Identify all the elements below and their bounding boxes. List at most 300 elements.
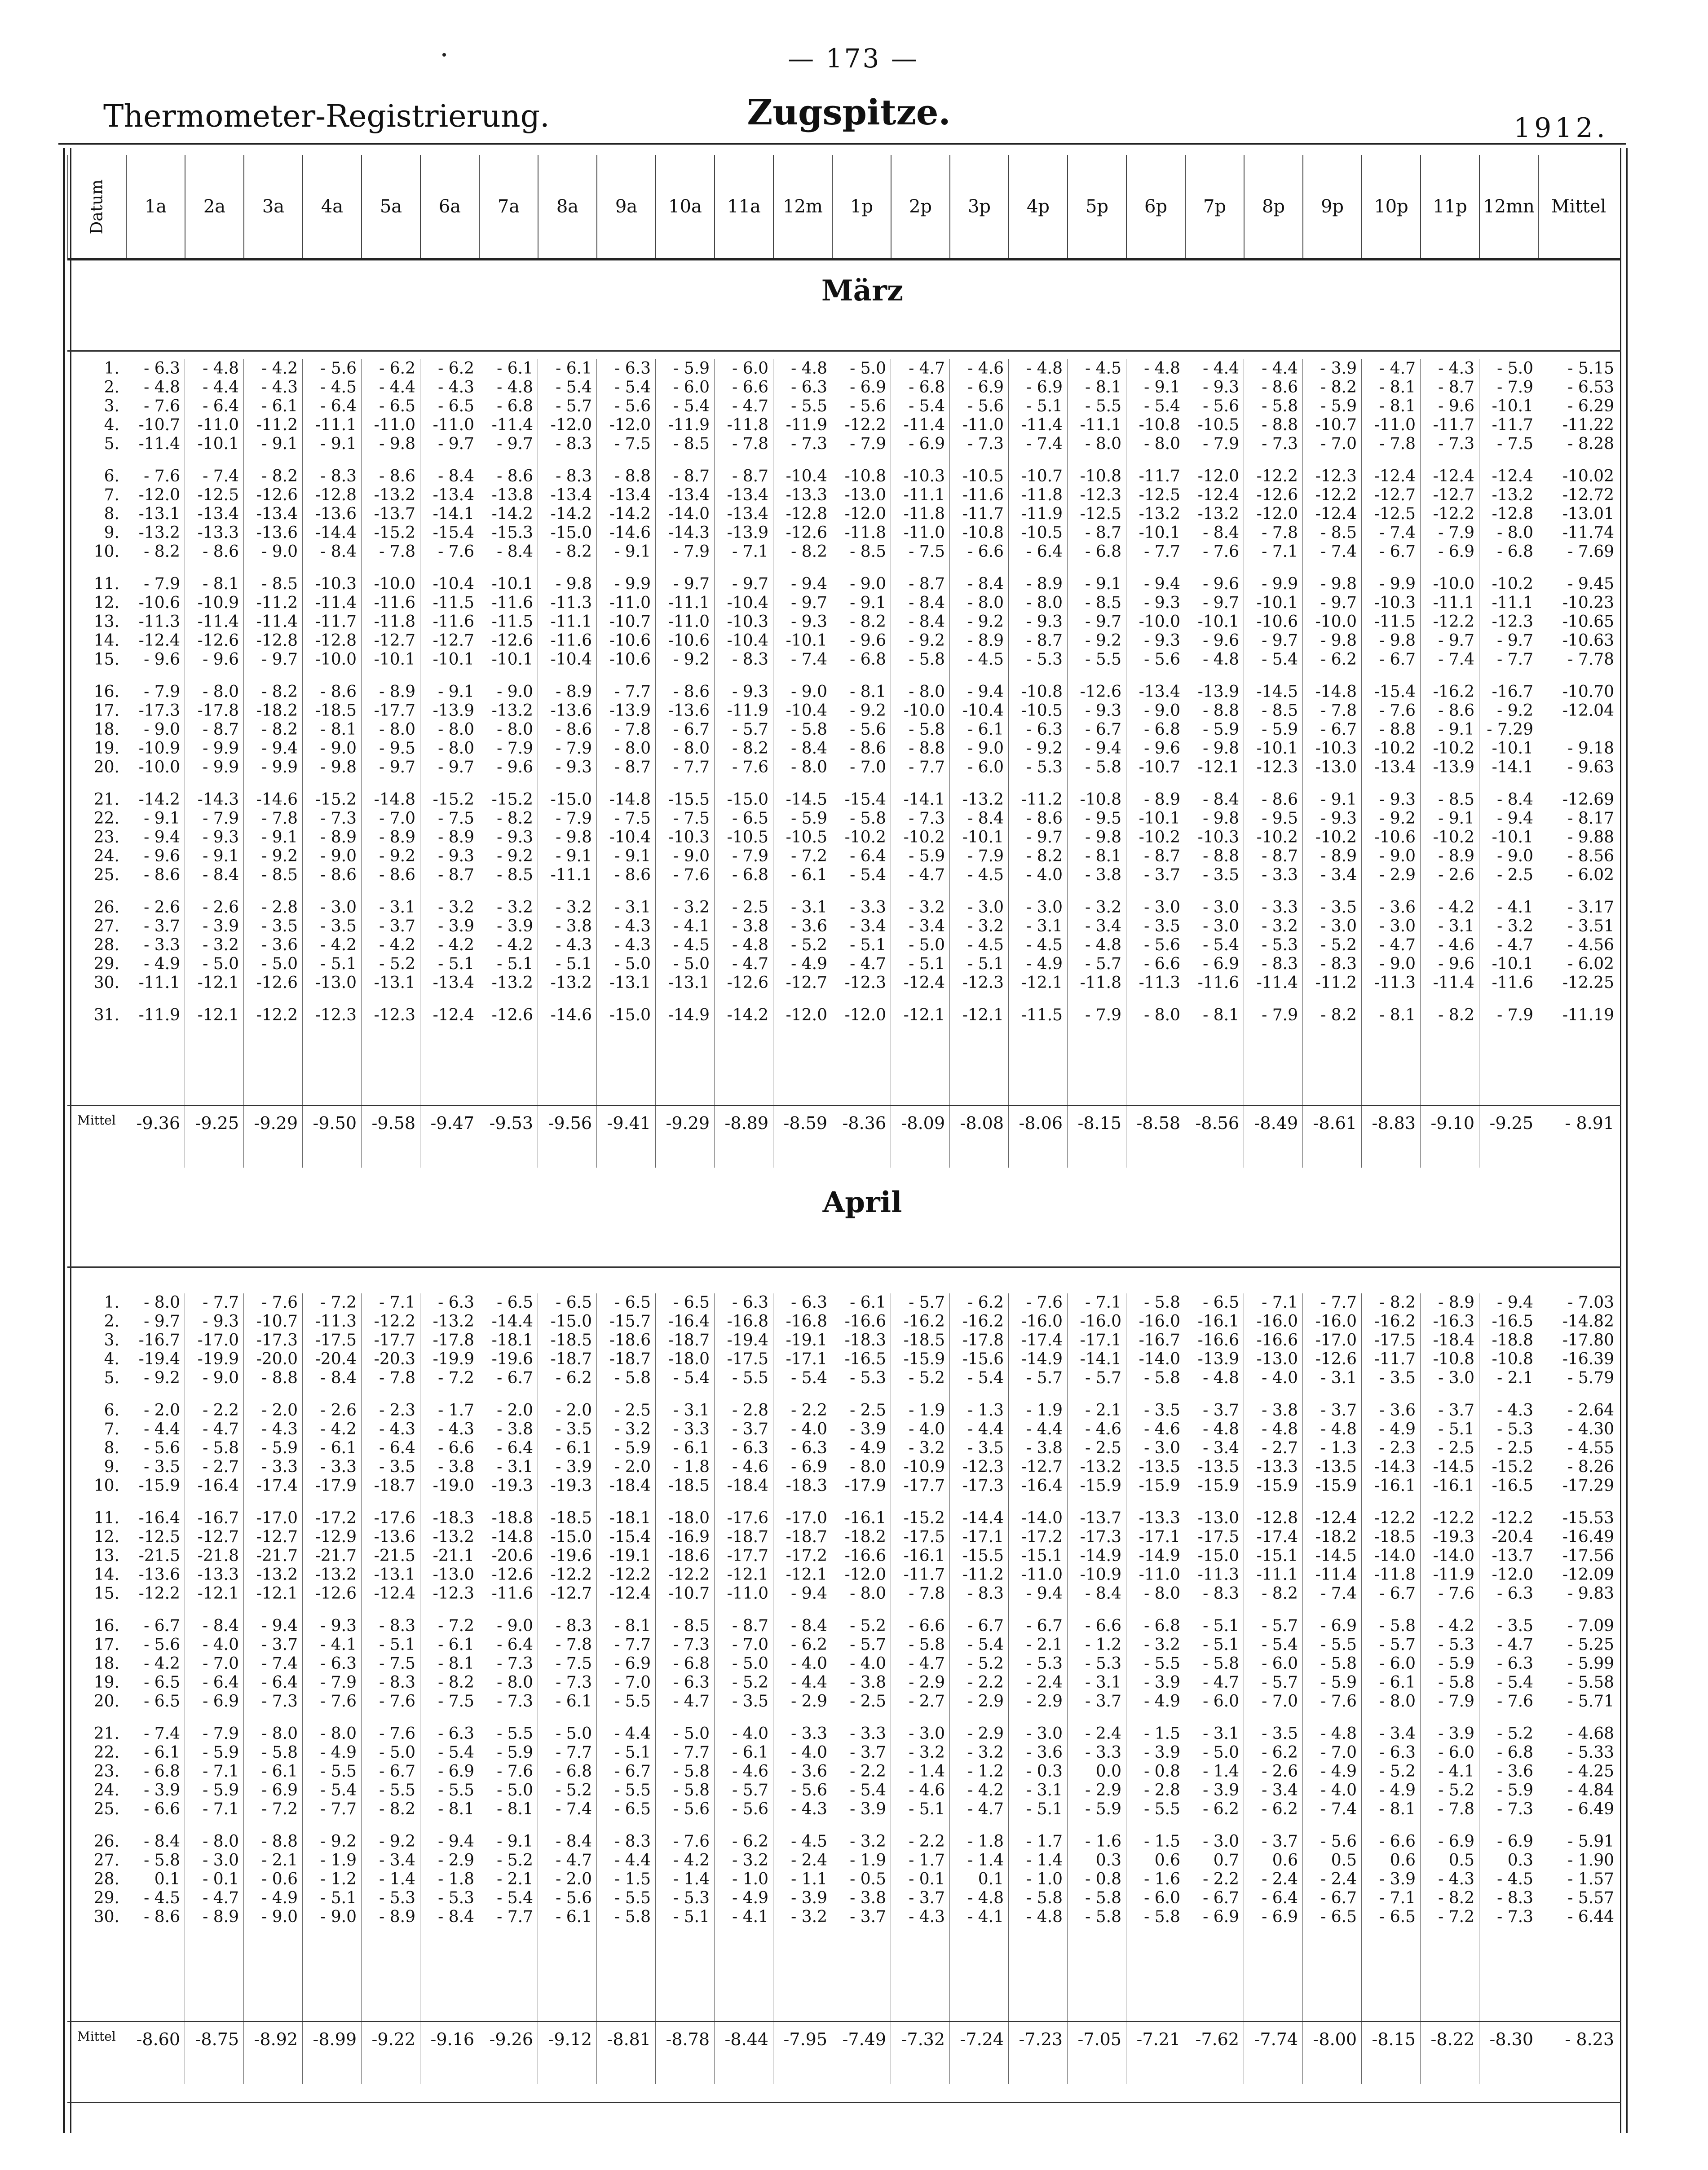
hour-value-cell: - 4.9: [1026, 955, 1063, 973]
hour-value-cell: - 2.2: [791, 1401, 827, 1420]
hour-value-cell: -17.9: [844, 1477, 886, 1495]
table-row: [67, 467, 1621, 486]
hour-value-cell: - 8.3: [320, 467, 357, 485]
hour-value-cell: - 8.0: [497, 1673, 533, 1692]
hour-value-cell: -14.2: [727, 1006, 768, 1024]
hour-value-cell: - 8.1: [1085, 378, 1121, 397]
hour-value-cell: - 4.0: [791, 1654, 827, 1673]
hour-value-cell: - 5.7: [909, 1293, 945, 1312]
date-cell: 15.: [93, 1584, 119, 1603]
hour-value-cell: - 9.3: [438, 847, 474, 865]
hourly-mean-cell: -8.06: [1019, 1113, 1063, 1133]
hour-value-cell: - 6.3: [791, 378, 827, 397]
hour-value-cell: - 4.3: [909, 1908, 945, 1926]
hour-value-cell: -15.9: [1139, 1477, 1180, 1495]
table-row: [67, 1725, 1621, 1743]
hour-value-cell: -12.8: [1492, 505, 1533, 523]
hour-value-cell: -12.1: [1197, 758, 1239, 776]
hour-value-cell: -15.4: [844, 790, 886, 809]
hour-value-cell: - 7.9: [203, 1725, 239, 1743]
hour-value-cell: - 6.7: [497, 1369, 533, 1387]
hour-value-cell: - 9.3: [203, 828, 239, 847]
hour-value-cell: -14.1: [903, 790, 945, 809]
hour-value-cell: - 6.7: [1203, 1889, 1239, 1907]
hour-value-cell: - 5.0: [673, 1725, 710, 1743]
hour-value-cell: - 6.2: [1203, 1800, 1239, 1818]
mean-row-label: Mittel: [77, 2029, 116, 2044]
hour-value-cell: -11.7: [962, 505, 1004, 523]
hour-value-cell: -13.1: [374, 1566, 415, 1584]
hour-value-cell: - 5.2: [1379, 1762, 1416, 1781]
hour-value-cell: - 7.9: [673, 542, 710, 561]
column-header-hour: 8a: [538, 155, 596, 258]
hour-value-cell: -11.8: [727, 416, 768, 434]
column-header-row: [67, 155, 1621, 258]
hour-value-cell: - 7.5: [614, 435, 651, 453]
hour-value-cell: - 4.2: [320, 1420, 357, 1438]
hour-value-cell: -13.3: [1139, 1509, 1180, 1527]
hour-value-cell: -17.7: [903, 1477, 945, 1495]
hour-value-cell: - 7.3: [1497, 1908, 1533, 1926]
hour-value-cell: -10.1: [491, 575, 533, 593]
hour-value-cell: - 6.0: [1203, 1692, 1239, 1711]
hour-value-cell: - 1.4: [673, 1870, 710, 1888]
hour-value-cell: -10.7: [138, 416, 180, 434]
hour-value-cell: - 4.6: [1144, 1420, 1180, 1438]
hour-value-cell: -10.1: [1492, 828, 1533, 847]
column-header-hour: 1p: [832, 155, 891, 258]
hour-value-cell: - 3.7: [144, 917, 180, 935]
hour-value-cell: - 9.1: [261, 828, 298, 847]
hour-value-cell: -16.4: [138, 1509, 180, 1527]
hour-value-cell: - 8.0: [909, 683, 945, 701]
hour-value-cell: - 5.8: [673, 1762, 710, 1781]
hourly-mean-cell: -7.62: [1195, 2029, 1239, 2049]
table-row: [67, 505, 1621, 524]
hour-value-cell: - 3.6: [1026, 1743, 1063, 1762]
hour-value-cell: - 2.0: [556, 1870, 592, 1888]
hour-value-cell: 0.5: [1331, 1851, 1357, 1870]
hour-value-cell: - 5.0: [497, 1781, 533, 1800]
hour-value-cell: -13.0: [844, 486, 886, 504]
hour-value-cell: - 8.3: [1497, 1889, 1533, 1907]
hour-value-cell: 0.6: [1272, 1851, 1298, 1870]
hour-value-cell: -10.4: [786, 467, 827, 485]
hour-value-cell: - 4.7: [732, 397, 768, 415]
hour-value-cell: -11.8: [844, 524, 886, 542]
hour-value-cell: -14.9: [1139, 1547, 1180, 1565]
hour-value-cell: - 6.8: [850, 650, 886, 669]
hour-value-cell: - 6.4: [850, 847, 886, 865]
hour-value-cell: - 6.3: [1379, 1743, 1416, 1762]
hourly-mean-cell: -8.92: [254, 2029, 298, 2049]
hour-value-cell: -10.7: [668, 1584, 710, 1603]
hourly-mean-cell: -8.49: [1254, 1113, 1298, 1133]
column-header-hour: 11a: [714, 155, 773, 258]
hour-value-cell: - 4.7: [850, 955, 886, 973]
hour-value-cell: -11.4: [1315, 1566, 1357, 1584]
hour-value-cell: - 8.2: [497, 809, 533, 828]
hour-value-cell: - 8.0: [1026, 594, 1063, 612]
hour-value-cell: -12.0: [786, 1006, 827, 1024]
date-cell: 18.: [93, 720, 119, 739]
hour-value-cell: - 4.0: [732, 1725, 768, 1743]
hour-value-cell: -17.5: [727, 1350, 768, 1368]
hour-value-cell: - 3.6: [791, 917, 827, 935]
hour-value-cell: -12.0: [844, 505, 886, 523]
table-row: [67, 701, 1621, 720]
table-row: [67, 1350, 1621, 1369]
hour-value-cell: - 6.5: [144, 1673, 180, 1692]
hour-value-cell: - 8.2: [556, 542, 592, 561]
hour-value-cell: - 5.9: [1085, 1800, 1121, 1818]
hour-value-cell: - 8.4: [1085, 1584, 1121, 1603]
hour-value-cell: - 6.9: [1026, 378, 1063, 397]
hour-value-cell: -19.3: [550, 1477, 592, 1495]
hour-value-cell: - 5.2: [732, 1673, 768, 1692]
hour-value-cell: - 4.2: [967, 1781, 1004, 1800]
hour-value-cell: -10.7: [1139, 758, 1180, 776]
hour-value-cell: - 8.0: [438, 739, 474, 758]
hour-value-cell: - 2.0: [556, 1401, 592, 1420]
hour-value-cell: - 5.6: [673, 1800, 710, 1818]
hour-value-cell: - 5.9: [673, 359, 710, 378]
hour-value-cell: -16.1: [903, 1547, 945, 1565]
hour-value-cell: -15.9: [138, 1477, 180, 1495]
hour-value-cell: - 6.4: [320, 397, 357, 415]
hour-value-cell: -11.0: [962, 416, 1004, 434]
hour-value-cell: -11.2: [256, 594, 298, 612]
hour-value-cell: -17.3: [138, 701, 180, 720]
hour-value-cell: - 5.7: [1262, 1673, 1298, 1692]
hour-value-cell: - 8.5: [673, 435, 710, 453]
date-cell: 24.: [93, 1781, 119, 1800]
hour-value-cell: 0.1: [154, 1870, 180, 1888]
daily-mean-cell: - 6.02: [1567, 955, 1614, 973]
hour-value-cell: - 4.1: [967, 1908, 1004, 1926]
hour-value-cell: -14.5: [786, 790, 827, 809]
hour-value-cell: - 8.4: [909, 613, 945, 631]
daily-mean-cell: - 4.55: [1567, 1439, 1614, 1457]
hour-value-cell: -13.4: [668, 486, 710, 504]
hour-value-cell: - 3.0: [1379, 917, 1416, 935]
hour-value-cell: - 9.0: [1497, 847, 1533, 865]
table-row: [67, 1800, 1621, 1819]
hour-value-cell: - 9.1: [1438, 720, 1474, 739]
hour-value-cell: - 4.3: [438, 1420, 474, 1438]
hour-value-cell: -11.0: [668, 613, 710, 631]
hour-value-cell: - 8.7: [673, 467, 710, 485]
hour-value-cell: -11.0: [374, 416, 415, 434]
hour-value-cell: - 3.2: [497, 898, 533, 917]
hourly-mean-cell: -9.25: [195, 1113, 239, 1133]
daily-mean-cell: - 8.26: [1567, 1458, 1614, 1476]
hour-value-cell: - 4.7: [909, 1654, 945, 1673]
hour-value-cell: -16.8: [786, 1312, 827, 1331]
hour-value-cell: -10.2: [1374, 739, 1416, 758]
hour-value-cell: - 3.4: [1320, 866, 1357, 884]
hour-value-cell: -10.8: [1080, 790, 1121, 809]
hour-value-cell: - 7.0: [1320, 435, 1357, 453]
hour-value-cell: -12.8: [315, 631, 357, 650]
hour-value-cell: - 5.1: [379, 1636, 415, 1654]
hour-value-cell: -12.1: [197, 1006, 239, 1024]
hour-value-cell: - 9.7: [1026, 828, 1063, 847]
hour-value-cell: - 7.7: [614, 683, 651, 701]
hour-value-cell: - 8.3: [379, 1673, 415, 1692]
hour-value-cell: -10.3: [668, 828, 710, 847]
hour-value-cell: -10.8: [1433, 1350, 1474, 1368]
hour-value-cell: -12.4: [433, 1006, 474, 1024]
hour-value-cell: - 7.9: [967, 847, 1004, 865]
hour-value-cell: - 6.8: [1085, 542, 1121, 561]
hour-value-cell: - 9.0: [850, 575, 886, 593]
daily-mean-cell: - 3.17: [1567, 898, 1614, 917]
hour-value-cell: - 7.4: [144, 1725, 180, 1743]
hour-value-cell: - 4.4: [379, 378, 415, 397]
hourly-mean-cell: -8.75: [195, 2029, 239, 2049]
hour-value-cell: -16.0: [1021, 1312, 1063, 1331]
hour-value-cell: - 7.8: [556, 1636, 592, 1654]
table-row: [67, 1547, 1621, 1566]
hour-value-cell: - 5.8: [909, 720, 945, 739]
date-cell: 16.: [93, 683, 119, 701]
hour-value-cell: - 3.5: [144, 1458, 180, 1476]
hour-value-cell: - 5.5: [1144, 1800, 1180, 1818]
hour-value-cell: -10.0: [1139, 613, 1180, 631]
hour-value-cell: - 3.0: [1026, 898, 1063, 917]
hour-value-cell: - 3.1: [1438, 917, 1474, 935]
daily-mean-cell: - 1.90: [1567, 1851, 1614, 1870]
hourly-mean-cell: -8.44: [724, 2029, 768, 2049]
hour-value-cell: -15.9: [1315, 1477, 1357, 1495]
hour-value-cell: - 5.6: [1144, 650, 1180, 669]
hour-value-cell: - 5.3: [1026, 650, 1063, 669]
hour-value-cell: - 9.2: [673, 650, 710, 669]
hour-value-cell: - 7.9: [1497, 378, 1533, 397]
hour-value-cell: - 9.8: [1203, 809, 1239, 828]
hour-value-cell: -10.1: [1492, 397, 1533, 415]
hour-value-cell: - 0.3: [1026, 1762, 1063, 1781]
hour-value-cell: - 1.9: [909, 1401, 945, 1420]
hour-value-cell: -10.4: [609, 828, 651, 847]
hour-value-cell: - 9.6: [144, 650, 180, 669]
hour-value-cell: -18.5: [903, 1331, 945, 1350]
date-cell: 6.: [104, 467, 119, 485]
hour-value-cell: - 4.7: [909, 359, 945, 378]
hour-value-cell: - 4.4: [614, 1725, 651, 1743]
hour-value-cell: - 8.9: [1026, 575, 1063, 593]
hour-value-cell: - 8.6: [1026, 809, 1063, 828]
hour-value-cell: - 7.0: [1320, 1743, 1357, 1762]
hour-value-cell: -15.4: [433, 524, 474, 542]
hour-value-cell: - 0.1: [909, 1870, 945, 1888]
hour-value-cell: - 6.1: [497, 359, 533, 378]
hour-value-cell: -14.2: [491, 505, 533, 523]
hourly-mean-cell: -8.59: [783, 1113, 827, 1133]
hour-value-cell: -10.8: [1080, 467, 1121, 485]
hour-value-cell: - 5.8: [261, 1743, 298, 1762]
hour-value-cell: -13.5: [1139, 1458, 1180, 1476]
hour-value-cell: - 5.4: [791, 1369, 827, 1387]
hour-value-cell: -13.0: [433, 1566, 474, 1584]
column-header-hour: 8p: [1244, 155, 1302, 258]
hour-value-cell: - 5.9: [791, 809, 827, 828]
hour-value-cell: -13.6: [550, 701, 592, 720]
daily-mean-cell: -12.72: [1562, 486, 1614, 504]
hour-value-cell: -12.6: [256, 974, 298, 992]
hour-value-cell: -12.2: [1433, 1509, 1474, 1527]
date-cell: 12.: [93, 1528, 119, 1546]
hour-value-cell: - 9.7: [1438, 631, 1474, 650]
hour-value-cell: - 5.5: [1320, 1636, 1357, 1654]
hour-value-cell: - 5.6: [967, 397, 1004, 415]
hour-value-cell: -12.2: [609, 1566, 651, 1584]
hour-value-cell: - 1.6: [1085, 1832, 1121, 1851]
hour-value-cell: - 3.5: [967, 1439, 1004, 1457]
hour-value-cell: - 3.2: [909, 1439, 945, 1457]
hour-value-cell: -16.6: [844, 1312, 886, 1331]
daily-mean-cell: - 9.18: [1567, 739, 1614, 758]
table-row: [67, 1743, 1621, 1762]
hour-value-cell: -11.1: [903, 486, 945, 504]
hour-value-cell: -17.9: [315, 1477, 357, 1495]
hour-value-cell: - 2.4: [1262, 1870, 1298, 1888]
hour-value-cell: - 5.8: [1144, 1369, 1180, 1387]
hour-value-cell: -12.6: [315, 1584, 357, 1603]
daily-mean-cell: [1538, 720, 1619, 739]
hour-value-cell: - 6.8: [1144, 720, 1180, 739]
hour-value-cell: - 5.3: [438, 1889, 474, 1907]
hour-value-cell: - 6.7: [379, 1762, 415, 1781]
hour-value-cell: - 3.9: [1379, 1870, 1416, 1888]
hour-value-cell: - 3.5: [261, 917, 298, 935]
column-header-hour: 12mn: [1479, 155, 1538, 258]
hour-value-cell: - 1.1: [791, 1870, 827, 1888]
hour-value-cell: -10.6: [609, 650, 651, 669]
hour-value-cell: - 8.7: [909, 575, 945, 593]
hour-value-cell: -18.4: [1433, 1331, 1474, 1350]
hour-value-cell: - 9.6: [203, 650, 239, 669]
hour-value-cell: -10.0: [138, 758, 180, 776]
table-row: [67, 1870, 1621, 1889]
hour-value-cell: - 7.6: [1026, 1293, 1063, 1312]
hour-value-cell: -11.6: [374, 594, 415, 612]
daily-mean-cell: -16.49: [1562, 1528, 1614, 1546]
hour-value-cell: - 8.4: [203, 1617, 239, 1635]
hour-value-cell: - 7.3: [497, 1692, 533, 1711]
hour-value-cell: -10.2: [1139, 828, 1180, 847]
hour-value-cell: -15.6: [962, 1350, 1004, 1368]
hour-value-cell: -11.2: [962, 1566, 1004, 1584]
hour-value-cell: - 6.6: [967, 542, 1004, 561]
hour-value-cell: - 7.5: [909, 542, 945, 561]
hour-value-cell: - 1.6: [1144, 1870, 1180, 1888]
hour-value-cell: - 6.2: [967, 1293, 1004, 1312]
hour-value-cell: -11.3: [1197, 1566, 1239, 1584]
date-cell: 11.: [93, 575, 119, 593]
column-header-hour: 5a: [361, 155, 420, 258]
daily-mean-cell: - 4.68: [1567, 1725, 1614, 1743]
hour-value-cell: - 3.2: [967, 1743, 1004, 1762]
running-title: Thermometer-Registrierung.: [103, 99, 550, 134]
hour-value-cell: -12.1: [903, 1006, 945, 1024]
hour-value-cell: - 8.2: [850, 613, 886, 631]
hour-value-cell: -11.4: [197, 613, 239, 631]
hour-value-cell: - 4.2: [438, 936, 474, 954]
hour-value-cell: - 7.1: [203, 1762, 239, 1781]
hour-value-cell: -11.1: [668, 594, 710, 612]
hour-value-cell: - 8.6: [1262, 790, 1298, 809]
hour-value-cell: -10.0: [374, 575, 415, 593]
hour-value-cell: - 2.3: [1379, 1439, 1416, 1457]
hour-value-cell: -16.7: [138, 1331, 180, 1350]
hour-value-cell: -13.4: [256, 505, 298, 523]
hour-value-cell: - 6.5: [379, 397, 415, 415]
hour-value-cell: - 4.5: [967, 866, 1004, 884]
hour-value-cell: - 8.3: [1320, 955, 1357, 973]
hour-value-cell: - 4.0: [909, 1420, 945, 1438]
month-rule: [67, 350, 1621, 352]
table-row: [67, 758, 1621, 777]
hour-value-cell: - 5.8: [1026, 1889, 1063, 1907]
hour-value-cell: -10.8: [844, 467, 886, 485]
hour-value-cell: - 5.1: [967, 955, 1004, 973]
hour-value-cell: - 4.8: [1320, 1420, 1357, 1438]
hour-value-cell: - 6.1: [438, 1636, 474, 1654]
hour-value-cell: - 6.9: [1203, 1908, 1239, 1926]
hour-value-cell: - 6.3: [438, 1725, 474, 1743]
hour-value-cell: - 3.5: [556, 1420, 592, 1438]
hour-value-cell: -12.1: [786, 1566, 827, 1584]
hour-value-cell: - 9.3: [1379, 790, 1416, 809]
hourly-mean-cell: -9.56: [548, 1113, 592, 1133]
date-cell: 1.: [104, 1293, 119, 1312]
date-cell: 5.: [104, 1369, 119, 1387]
hour-value-cell: - 8.0: [614, 739, 651, 758]
hour-value-cell: - 3.9: [1203, 1781, 1239, 1800]
hour-value-cell: - 7.7: [614, 1636, 651, 1654]
hour-value-cell: - 9.0: [673, 847, 710, 865]
hour-value-cell: -17.8: [962, 1331, 1004, 1350]
date-cell: 7.: [104, 486, 119, 504]
hour-value-cell: -18.2: [844, 1528, 886, 1546]
hour-value-cell: - 8.6: [673, 683, 710, 701]
hour-value-cell: - 5.1: [1026, 1800, 1063, 1818]
hour-value-cell: - 9.1: [261, 435, 298, 453]
hour-value-cell: - 4.0: [850, 1654, 886, 1673]
hour-value-cell: -10.0: [1315, 613, 1357, 631]
hour-value-cell: - 6.0: [1262, 1654, 1298, 1673]
hour-value-cell: - 8.5: [497, 866, 533, 884]
hour-value-cell: - 4.6: [967, 359, 1004, 378]
daily-mean-cell: - 2.64: [1567, 1401, 1614, 1420]
hour-value-cell: - 3.0: [909, 1725, 945, 1743]
hour-value-cell: -14.0: [1433, 1547, 1474, 1565]
daily-mean-cell: -12.04: [1562, 701, 1614, 720]
hour-value-cell: -10.2: [1433, 739, 1474, 758]
hour-value-cell: -21.7: [256, 1547, 298, 1565]
hour-value-cell: - 1.2: [320, 1870, 357, 1888]
table-row: [67, 1477, 1621, 1495]
hour-value-cell: - 9.3: [791, 613, 827, 631]
column-header-hour: 9a: [596, 155, 655, 258]
hour-value-cell: -13.1: [668, 974, 710, 992]
hour-value-cell: - 5.8: [1144, 1293, 1180, 1312]
hour-value-cell: - 7.3: [320, 809, 357, 828]
hourly-mean-cell: -9.25: [1489, 1113, 1533, 1133]
hour-value-cell: - 6.1: [144, 1743, 180, 1762]
